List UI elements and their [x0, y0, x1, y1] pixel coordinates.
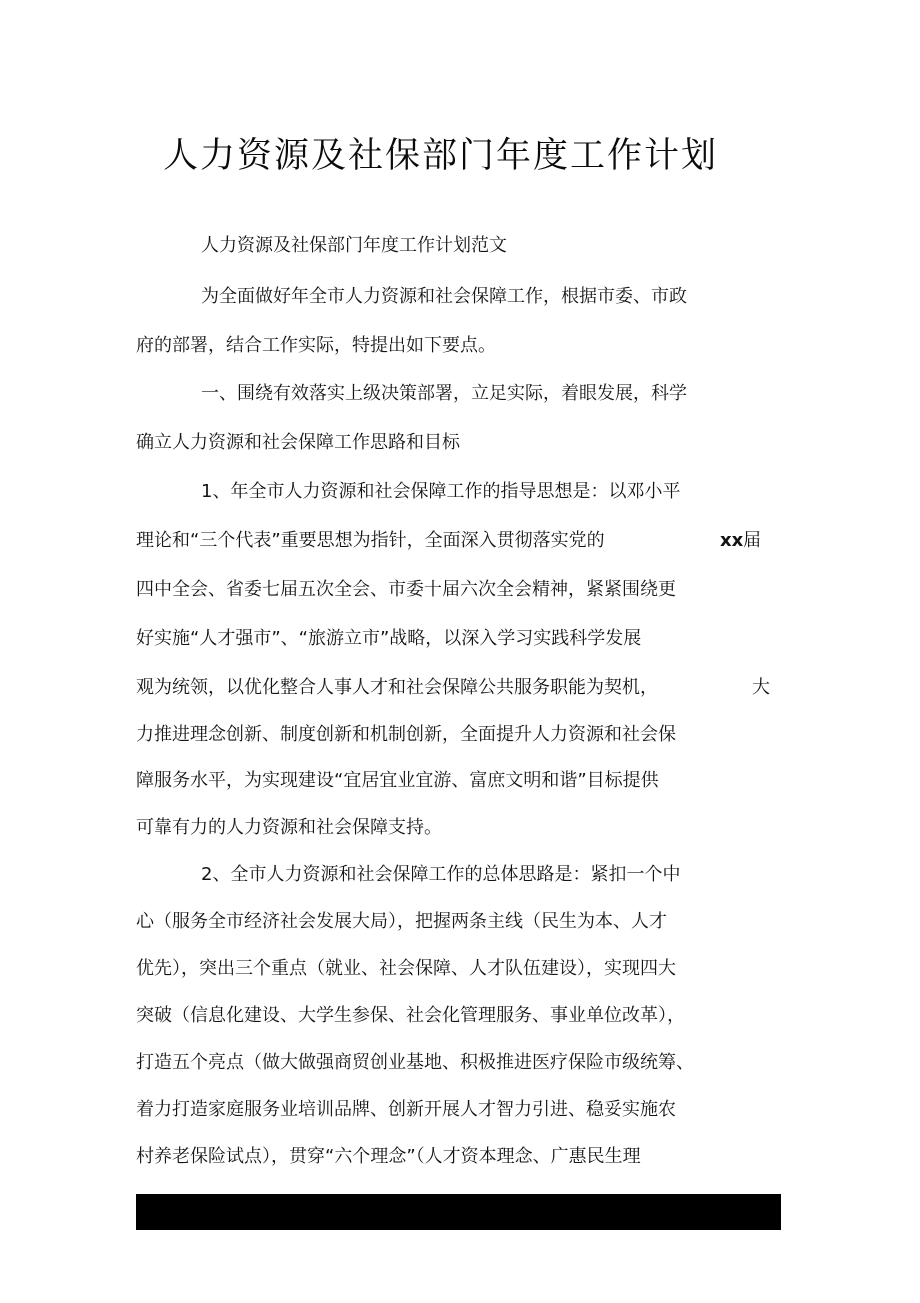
item2-line-4: 突破（信息化建设、大学生参保、社会化管理服务、事业单位改革），: [136, 1005, 685, 1026]
intro-line-1: 为全面做好年全市人力资源和社会保障工作，根据市委、市政: [201, 286, 687, 307]
item1-line-1: 1、年全市人力资源和社会保障工作的指导思想是：以邓小平: [201, 481, 681, 502]
document-title: 人力资源及社保部门年度工作计划: [163, 136, 719, 176]
section1-heading-line-2: 确立人力资源和社会保障工作思路和目标: [136, 432, 460, 453]
item2-line-7: 村养老保险试点），贯穿“六个理念”（人才资本理念、广惠民生理: [136, 1146, 641, 1167]
item1-line-7: 障服务水平，为实现建设“宜居宜业宜游、富庶文明和谐”目标提供: [136, 770, 659, 791]
item1-line-5: 观为统领，以优化整合人事人才和社会保障公共服务职能为契机，: [136, 677, 658, 698]
item2-line-3: 优先），突出三个重点（就业、社会保障、人才队伍建设），实现四大: [136, 958, 676, 979]
document-subtitle: 人力资源及社保部门年度工作计划范文: [201, 235, 507, 256]
intro-line-2: 府的部署，结合工作实际，特提出如下要点。: [136, 335, 496, 356]
redaction-bar: [136, 1194, 781, 1230]
item1-line-2: 理论和“三个代表”重要思想为指针，全面深入贯彻落实党的: [136, 530, 605, 551]
item2-line-5: 打造五个亮点（做大做强商贸创业基地、积极推进医疗保险市级统筹、: [136, 1052, 694, 1073]
item1-line-2-session-placeholder: xx: [720, 530, 744, 551]
item1-line-3: 四中全会、省委七届五次全会、市委十届六次全会精神，紧紧围绕更: [136, 579, 676, 600]
item2-line-1: 2、全市人力资源和社会保障工作的总体思路是：紧扣一个中: [201, 864, 681, 885]
item1-line-8: 可靠有力的人力资源和社会保障支持。: [136, 817, 442, 838]
item1-line-4: 好实施“人才强市”、“旅游立市”战略，以深入学习实践科学发展: [136, 628, 642, 649]
item1-line-6: 力推进理念创新、制度创新和机制创新，全面提升人力资源和社会保: [136, 724, 676, 745]
item2-line-6: 着力打造家庭服务业培训品牌、创新开展人才智力引进、稳妥实施农: [136, 1099, 676, 1120]
section1-heading-line-1: 一、围绕有效落实上级决策部署，立足实际，着眼发展，科学: [201, 383, 687, 404]
item2-line-2: 心（服务全市经济社会发展大局），把握两条主线（民生为本、人才: [136, 911, 667, 932]
item1-line-2-tail: 届: [743, 530, 761, 551]
item1-line-5-tail: 大: [752, 677, 770, 698]
